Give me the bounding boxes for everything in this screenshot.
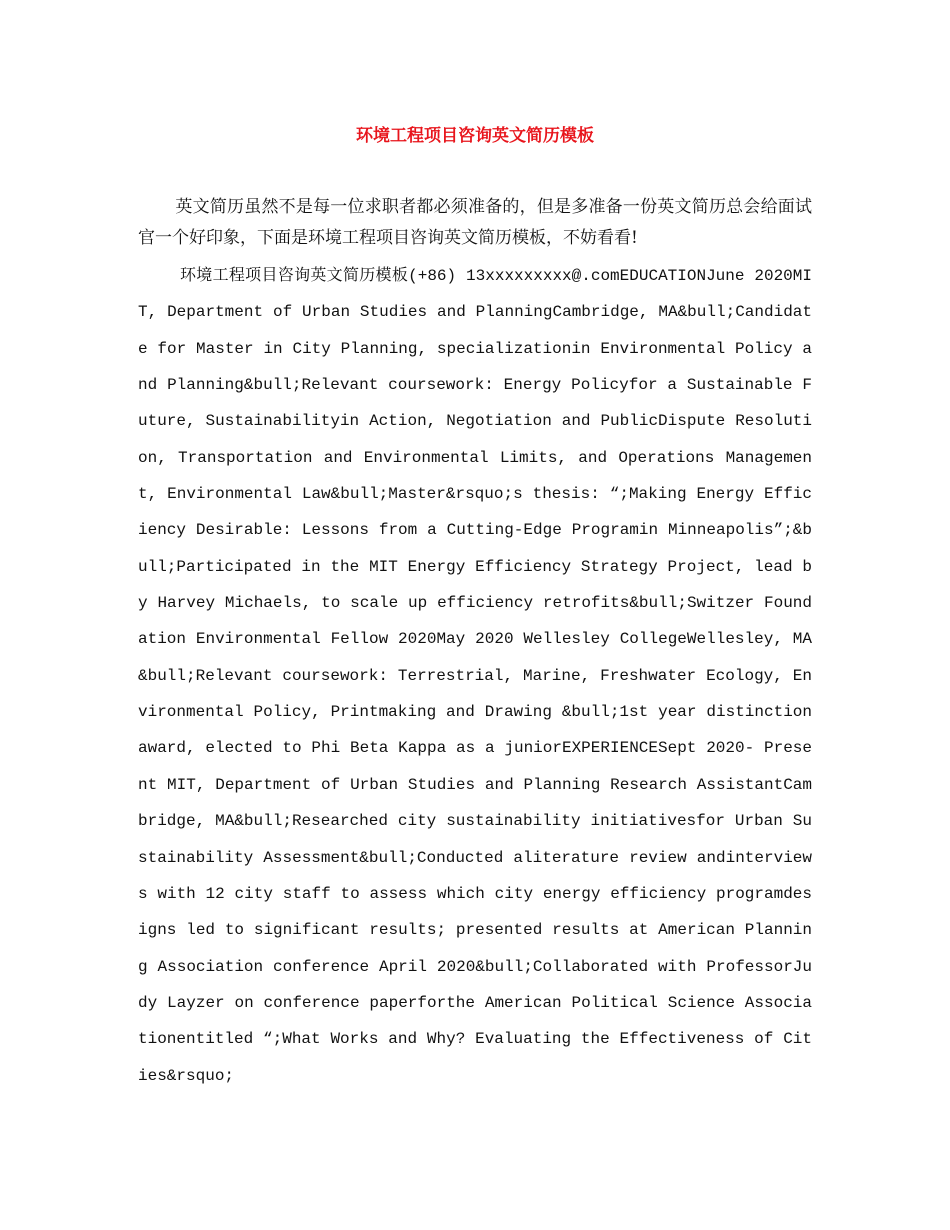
- intro-paragraph: 英文简历虽然不是每一位求职者都必须准备的，但是多准备一份英文简历总会给面试官一个好印象，下面是环境工程项目咨询英文简历模板，不妨看看!: [138, 197, 812, 248]
- resume-body-paragraph: 环境工程项目咨询英文简历模板(+86) 13xxxxxxxxx@.comEDUCATIONJune 2020MIT, Department of Urban Studies and PlanningCambridge, MA&bull;Candidate for Master in City Planning, specializationin Environmental Policy and Planning&bull;Relevant coursework: Energy Policyfor a Sustainable Future, Sustainabilityin Action, Negotiation and PublicDispute Resolution, Transportation and Environmental Limits, and Operations Management, Environmental Law&bull;Master&rsquo;s thesis: “;Making Energy Efficiency Desirable: Lessons from a Cutting-Edge Programin Minneapolis”;&bull;Participated in the MIT Energy Efficiency Strategy Project, lead by Harvey Michaels, to scale up efficiency retrofits&bull;Switzer Foundation Environmental Fellow 2020May 2020 Wellesley CollegeWellesley, MA&bull;Relevant coursework: Terrestrial, Marine, Freshwater Ecology, Environmental Policy, Printmaking and Drawing &bull;1st year distinction award, elected to Phi Beta Kappa as a juniorEXPERIENCESept 2020- Present MIT, Department of Urban Studies and Planning Research AssistantCambridge, MA&bull;Researched city sustainability initiativesfor Urban Sustainability Assessment&bull;Conducted aliterature review andinterviews with 12 city staff to assess which city energy efficiency programdesigns led to significant results; presented results at American Planning Association conference April 2020&bull;Collaborated with ProfessorJudy Layzer on conference paperforthe American Political Science Associationentitled “;What Works and Why? Evaluating the Effectiveness of Cities&rsquo;: [138, 267, 812, 1085]
- document-title: 环境工程项目咨询英文简历模板: [356, 126, 594, 146]
